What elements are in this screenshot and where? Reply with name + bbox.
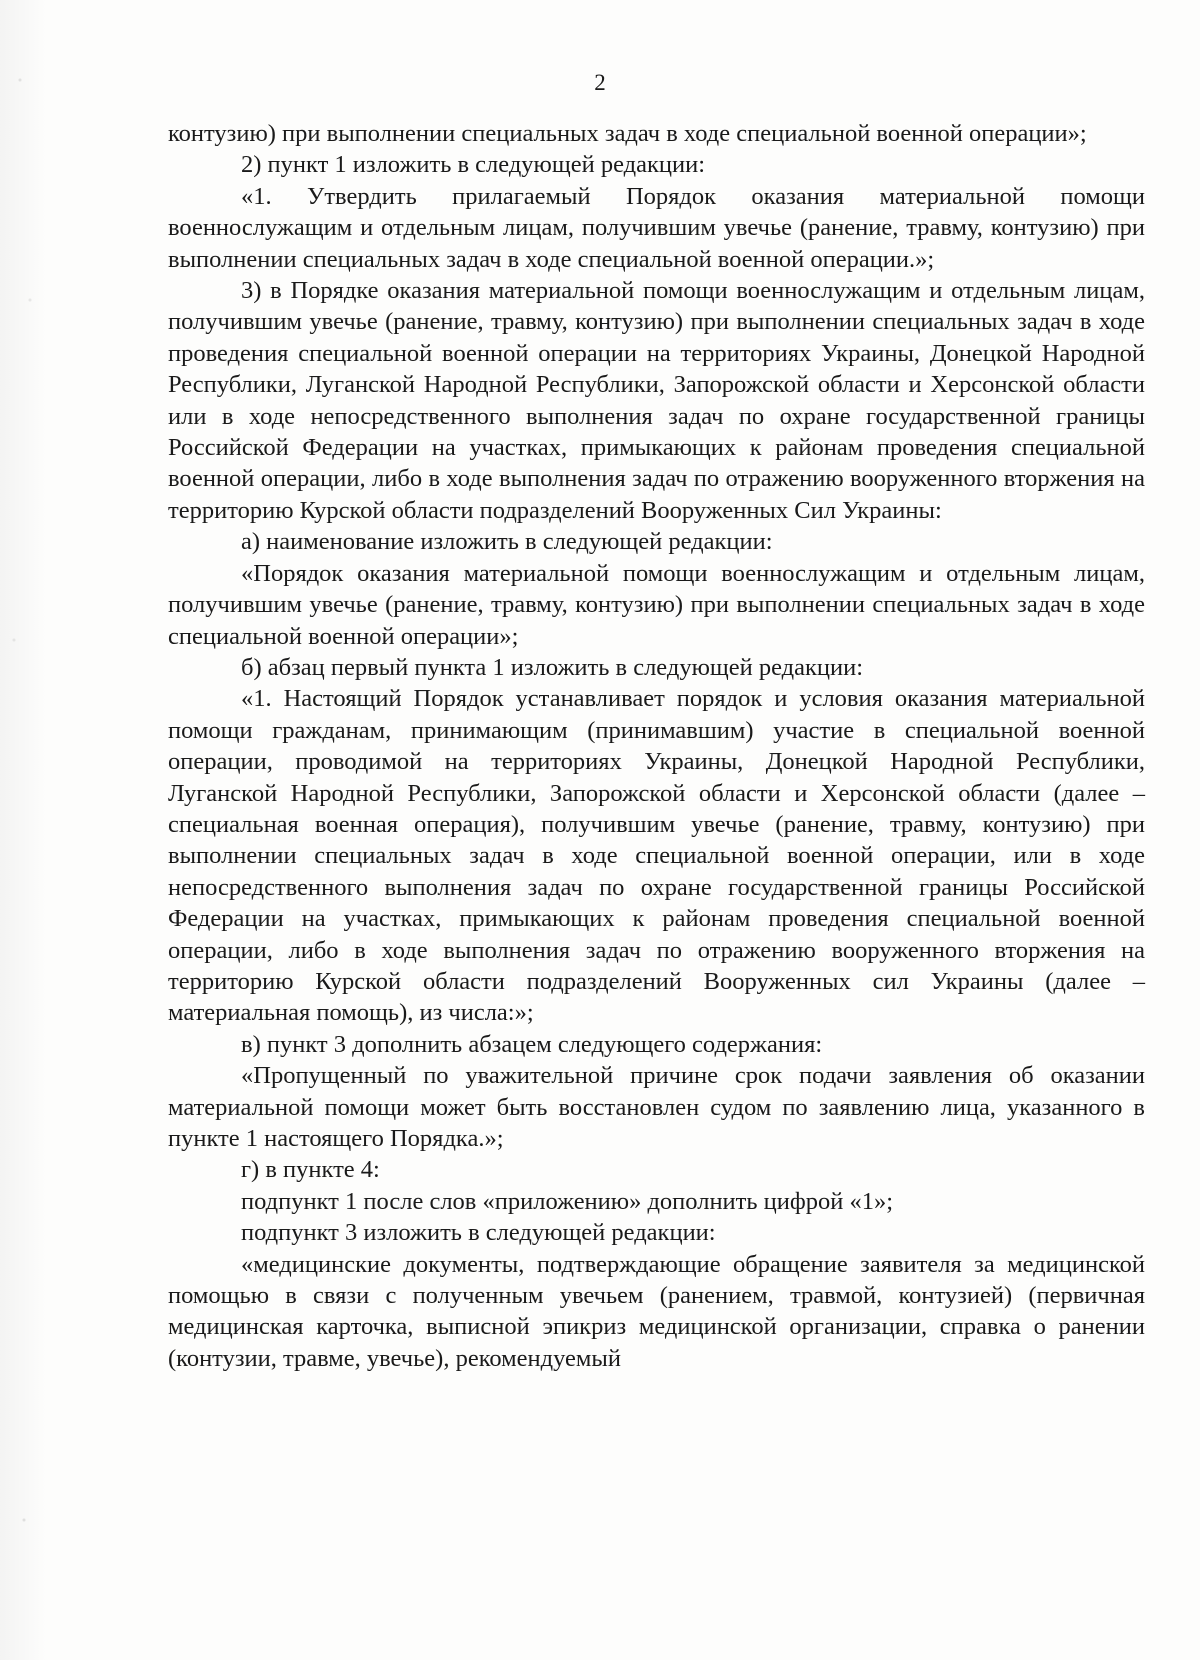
paragraph-quote-missed-deadline: «Пропущенный по уважительной причине срок подачи заявления об оказании материальной помощи может быть восстановлен судом по заявлению лица, указанного в пункте 1 настоящего Порядка.»; (168, 1062, 1145, 1152)
paragraph-continuation: контузию) при выполнении специальных задач в ходе специальной военной операции»; (168, 120, 1087, 147)
paragraph-subitem-g: г) в пункте 4: (241, 1156, 380, 1184)
paragraph-subitem-v: в) пункт 3 дополнить абзацем следующего содержания: (241, 1030, 823, 1058)
paragraph-subpoint-3: подпункт 3 изложить в следующей редакции: (241, 1219, 716, 1247)
paragraph-quote-item-1-text: «1. Настоящий Порядок устанавливает порядок и условия оказания материальной помощи гражданам, принимающим (принимавшим) участие в специальной военной операции, проводимой на территориях Украины, Донецкой Народной Республики, Луганской Народной Республики, Запорожской области и Херсонской области (далее – специальная военная операция), получившим увечье (ранение, травму, контузию) при выполнении специальных задач в ходе специальной военной операции, или в ходе непосредственного выполнения задач по охране государственной границы Российской Федерации на участках, примыкающих к районам проведения специальной военной операции, либо в ходе выполнения задач по отражению вооруженного вторжения на территорию Курской области подразделений Вооруженных сил Украины (далее – материальная помощь), из числа:»; (168, 685, 1145, 1027)
paragraph-item-2: 2) пункт 1 изложить в следующей редакции: (241, 151, 706, 179)
paragraph-item-3: 3) в Порядке оказания материальной помощи военнослужащим и отдельным лицам, получившим увечье (ранение, травму, контузию) при выполнении специальных задач в ходе проведения специальной военной операции на территориях Украины, Донецкой Народной Республики, Луганской Народной Республики, Запорожской области и Херсонской области или в ходе непосредственного выполнения задач по охране государственной границы Российской Федерации на участках, примыкающих к районам проведения специальной военной операции, либо в ходе выполнения задач по отражению вооруженного вторжения на территорию Курской области подразделений Вооруженных Сил Украины: (168, 277, 1145, 524)
paragraph-subitem-a: а) наименование изложить в следующей редакции: (241, 528, 773, 556)
page-number: 2 (594, 70, 606, 95)
paragraph-subitem-b: б) абзац первый пункта 1 изложить в следующей редакции: (241, 653, 864, 681)
paragraph-subpoint-1: подпункт 1 после слов «приложению» дополнить цифрой «1»; (241, 1187, 894, 1215)
paragraph-quote-item-1: «1. Утвердить прилагаемый Порядок оказания материальной помощи военнослужащим и отдельным лицам, получившим увечье (ранение, травму, контузию) при выполнении специальных задач в ходе специальной военной операции.»; (168, 182, 1145, 273)
scan-edge-artifact (0, 0, 46, 1660)
paragraph-quote-medical-documents: «медицинские документы, подтверждающие обращение заявителя за медицинской помощью в связи с полученным увечьем (ранением, травмой, контузией) (первичная медицинская карточка, выписной эпикриз медицинской организации, справка о ранении (контузии, травме, увечье), рекомендуемый (168, 1250, 1145, 1372)
paragraph-quote-title: «Порядок оказания материальной помощи военнослужащим и отдельным лицам, получившим увечье (ранение, травму, контузию) при выполнении специальных задач в ходе специальной военной операции»; (168, 559, 1145, 650)
document-body (168, 118, 1145, 1374)
